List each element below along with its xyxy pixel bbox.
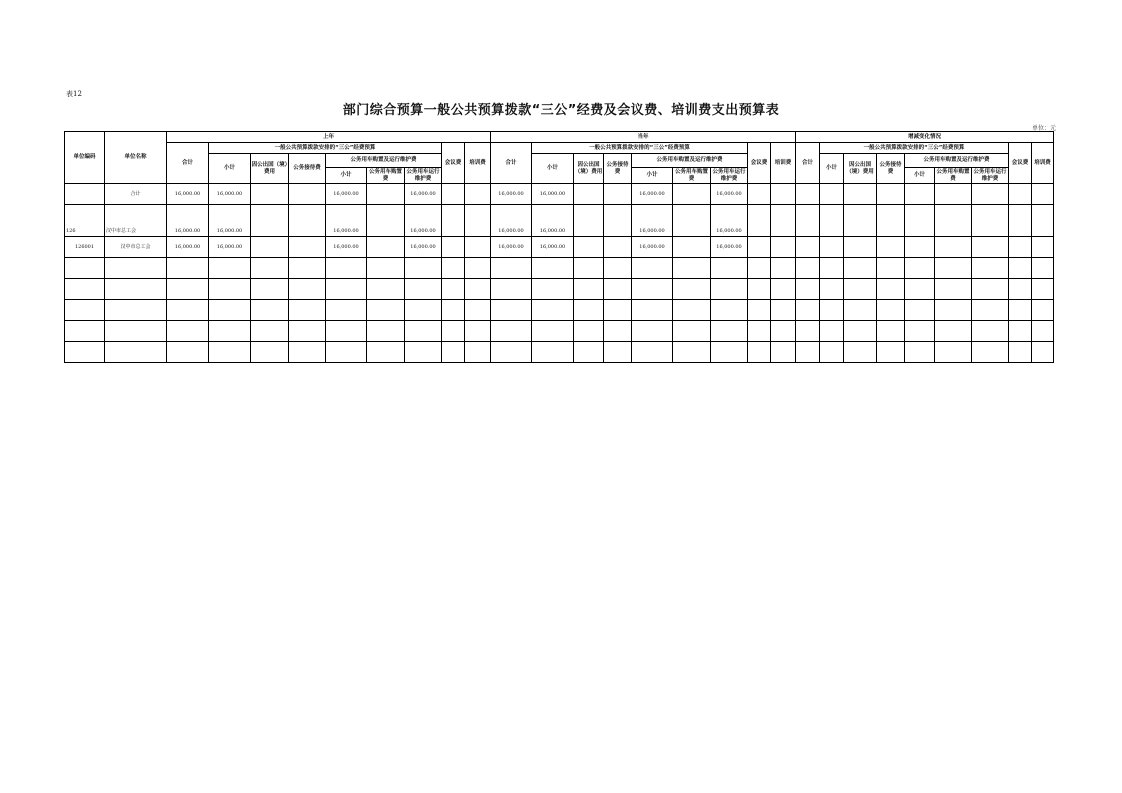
cell-empty	[367, 342, 405, 363]
cell-empty	[574, 258, 604, 279]
cell-prev-total: 16,000.00	[167, 184, 209, 205]
cell-empty	[796, 184, 820, 205]
cell-empty	[105, 279, 167, 300]
cell-empty	[972, 342, 1009, 363]
cell-empty	[1009, 184, 1032, 205]
cell-empty	[711, 300, 748, 321]
cell-empty	[748, 258, 771, 279]
cell-empty	[532, 342, 574, 363]
header-total: 合计	[167, 143, 209, 184]
cell-empty	[748, 321, 771, 342]
cell-unit-name: 汉中市总工会	[105, 237, 167, 258]
cell-empty	[905, 279, 935, 300]
cell-empty	[405, 321, 442, 342]
cell-empty	[209, 258, 251, 279]
cell-empty	[748, 237, 771, 258]
cell-empty	[905, 342, 935, 363]
cell-empty	[632, 300, 673, 321]
cell-empty	[905, 184, 935, 205]
cell-empty	[105, 300, 167, 321]
cell-empty	[574, 237, 604, 258]
empty-row	[65, 300, 1054, 321]
unit-label: 单位：元	[1031, 125, 1056, 132]
cell-empty	[972, 205, 1009, 237]
cell-empty	[65, 258, 105, 279]
header-vehicle-purchase: 公务用车购置费	[367, 168, 405, 184]
cell-empty	[877, 342, 905, 363]
header-meeting: 会议费	[748, 143, 771, 184]
cell-empty	[251, 279, 289, 300]
table-row	[65, 184, 1054, 205]
cell-empty	[367, 237, 405, 258]
cell-unit-name: 合计	[105, 184, 167, 205]
cell-empty	[844, 237, 877, 258]
cell-empty	[251, 184, 289, 205]
cell-empty	[574, 300, 604, 321]
header-vehicle-maint: 公务用车运行维护费	[712, 168, 746, 182]
cell-empty	[673, 279, 711, 300]
cell-empty	[796, 279, 820, 300]
cell-empty	[796, 321, 820, 342]
cell-cur-vehicle-maint: 16,000.00	[711, 237, 748, 258]
cell-empty	[532, 258, 574, 279]
cell-empty	[820, 279, 844, 300]
cell-empty	[442, 321, 465, 342]
cell-empty	[574, 321, 604, 342]
cell-empty	[877, 184, 905, 205]
cell-empty	[905, 258, 935, 279]
cell-empty	[604, 237, 632, 258]
cell-cur-total: 16,000.00	[491, 205, 532, 237]
cell-empty	[491, 300, 532, 321]
cell-empty	[673, 300, 711, 321]
cell-empty	[1009, 342, 1032, 363]
page-title: 部门综合预算一般公共预算拨款“三公”经费及会议费、培训费支出预算表	[342, 103, 780, 118]
cell-empty	[405, 342, 442, 363]
cell-empty	[1032, 258, 1054, 279]
cell-cur-subtotal: 16,000.00	[532, 184, 574, 205]
cell-empty	[877, 258, 905, 279]
cell-unit-code: 126001	[65, 237, 105, 258]
cell-empty	[1009, 237, 1032, 258]
cell-empty	[289, 300, 326, 321]
cell-empty	[711, 342, 748, 363]
cell-empty	[289, 258, 326, 279]
header-unit-code: 单位编码	[65, 132, 105, 184]
header-training: 培训费	[771, 143, 796, 184]
cell-cur-vehicle-maint: 16,000.00	[711, 205, 748, 237]
cell-empty	[251, 300, 289, 321]
header-vehicle: 公务用车购置及运行维护费	[905, 154, 1009, 168]
cell-empty	[905, 205, 935, 237]
cell-empty	[844, 321, 877, 342]
header-vehicle-maint: 公务用车运行维护费	[406, 168, 440, 182]
cell-empty	[632, 258, 673, 279]
cell-empty	[209, 300, 251, 321]
cell-prev-total: 16,000.00	[167, 205, 209, 237]
cell-empty	[289, 205, 326, 237]
empty-row	[65, 321, 1054, 342]
cell-empty	[491, 258, 532, 279]
cell-empty	[442, 184, 465, 205]
cell-empty	[442, 258, 465, 279]
cell-empty	[905, 237, 935, 258]
cell-empty	[574, 184, 604, 205]
header-unit-name: 单位名称	[105, 132, 167, 184]
cell-empty	[1032, 184, 1054, 205]
cell-empty	[771, 205, 796, 237]
cell-prev-subtotal: 16,000.00	[209, 184, 251, 205]
cell-empty	[1032, 300, 1054, 321]
header-vehicle-purchase: 公务用车购置费	[673, 168, 711, 184]
cell-empty	[465, 279, 491, 300]
cell-empty	[105, 321, 167, 342]
cell-empty	[771, 342, 796, 363]
cell-empty	[65, 300, 105, 321]
cell-empty	[796, 205, 820, 237]
cell-empty	[673, 205, 711, 237]
cell-empty	[532, 321, 574, 342]
header-reception: 公务接待费	[604, 154, 632, 184]
cell-empty	[465, 237, 491, 258]
cell-empty	[209, 279, 251, 300]
cell-empty	[65, 279, 105, 300]
cell-prev-total: 16,000.00	[167, 237, 209, 258]
cell-empty	[367, 205, 405, 237]
header-vehicle: 公务用车购置及运行维护费	[632, 154, 748, 168]
cell-empty	[442, 279, 465, 300]
cell-cur-subtotal: 16,000.00	[532, 205, 574, 237]
cell-empty	[574, 342, 604, 363]
cell-empty	[442, 300, 465, 321]
cell-empty	[167, 300, 209, 321]
cell-empty	[326, 300, 367, 321]
cell-empty	[604, 321, 632, 342]
cell-empty	[367, 184, 405, 205]
cell-empty	[251, 342, 289, 363]
cell-empty	[251, 237, 289, 258]
cell-prev-vehicle-subtotal: 16,000.00	[326, 205, 367, 237]
cell-prev-subtotal: 16,000.00	[209, 237, 251, 258]
cell-empty	[289, 342, 326, 363]
cell-empty	[289, 321, 326, 342]
cell-empty	[748, 300, 771, 321]
cell-empty	[935, 279, 972, 300]
cell-empty	[748, 184, 771, 205]
cell-empty	[1009, 205, 1032, 237]
cell-empty	[632, 279, 673, 300]
cell-empty	[367, 321, 405, 342]
cell-empty	[1032, 321, 1054, 342]
header-abroad: 因公出国（境）费用	[844, 154, 877, 184]
cell-prev-vehicle-maint: 16,000.00	[405, 237, 442, 258]
cell-empty	[65, 321, 105, 342]
cell-empty	[167, 342, 209, 363]
cell-empty	[604, 184, 632, 205]
cell-empty	[574, 279, 604, 300]
header-sangong: 一般公共预算拨款安排的“三公”经费预算	[209, 143, 442, 154]
cell-empty	[491, 342, 532, 363]
cell-empty	[935, 321, 972, 342]
header-subtotal: 小计	[209, 154, 251, 184]
cell-empty	[604, 300, 632, 321]
cell-empty	[877, 300, 905, 321]
cell-empty	[844, 279, 877, 300]
cell-empty	[167, 258, 209, 279]
cell-empty	[905, 300, 935, 321]
cell-cur-vehicle-subtotal: 16,000.00	[632, 237, 673, 258]
cell-empty	[1009, 258, 1032, 279]
empty-row	[65, 279, 1054, 300]
cell-empty	[326, 321, 367, 342]
cell-empty	[491, 279, 532, 300]
cell-empty	[771, 279, 796, 300]
cell-prev-vehicle-subtotal: 16,000.00	[326, 237, 367, 258]
header-row-2	[65, 143, 1054, 154]
cell-empty	[442, 237, 465, 258]
cell-empty	[465, 258, 491, 279]
cell-cur-vehicle-maint: 16,000.00	[711, 184, 748, 205]
cell-unit-name: 汉中市总工会	[105, 205, 167, 237]
cell-empty	[972, 237, 1009, 258]
cell-empty	[844, 258, 877, 279]
cell-empty	[251, 258, 289, 279]
cell-empty	[972, 300, 1009, 321]
cell-empty	[405, 300, 442, 321]
cell-empty	[326, 279, 367, 300]
empty-row	[65, 342, 1054, 363]
cell-empty	[465, 205, 491, 237]
header-abroad: 因公出国（境）费用	[251, 154, 289, 184]
cell-empty	[771, 237, 796, 258]
cell-empty	[935, 342, 972, 363]
table-row	[65, 237, 1054, 258]
cell-prev-vehicle-maint: 16,000.00	[405, 184, 442, 205]
cell-empty	[604, 342, 632, 363]
cell-empty	[673, 258, 711, 279]
header-sangong: 一般公共预算拨款安排的“三公”经费预算	[532, 143, 748, 154]
cell-cur-total: 16,000.00	[491, 184, 532, 205]
cell-empty	[367, 300, 405, 321]
cell-empty	[844, 342, 877, 363]
cell-empty	[1032, 279, 1054, 300]
cell-cur-subtotal: 16,000.00	[532, 237, 574, 258]
header-training: 培训费	[1032, 143, 1054, 184]
cell-empty	[209, 321, 251, 342]
header-sangong: 一般公共预算拨款安排的“三公”经费预算	[820, 143, 1009, 154]
header-prev-year: 上年	[167, 132, 491, 143]
cell-empty	[1009, 321, 1032, 342]
cell-empty	[465, 321, 491, 342]
cell-empty	[796, 237, 820, 258]
header-total: 合计	[491, 143, 532, 184]
cell-prev-subtotal: 16,000.00	[209, 205, 251, 237]
cell-cur-vehicle-subtotal: 16,000.00	[632, 205, 673, 237]
header-vehicle: 公务用车购置及运行维护费	[326, 154, 442, 168]
cell-empty	[820, 184, 844, 205]
cell-empty	[820, 258, 844, 279]
header-meeting: 会议费	[1009, 143, 1032, 184]
cell-unit-code: 126	[65, 205, 105, 237]
header-vehicle-subtotal: 小计	[632, 168, 673, 184]
header-meeting: 会议费	[442, 143, 465, 184]
cell-empty	[771, 321, 796, 342]
cell-empty	[673, 184, 711, 205]
cell-empty	[972, 321, 1009, 342]
cell-empty	[532, 279, 574, 300]
cell-empty	[972, 279, 1009, 300]
cell-empty	[289, 279, 326, 300]
cell-empty	[405, 258, 442, 279]
header-vehicle-purchase: 公务用车购置费	[936, 168, 970, 182]
cell-empty	[748, 279, 771, 300]
header-subtotal: 小计	[532, 154, 574, 184]
cell-empty	[972, 184, 1009, 205]
cell-prev-vehicle-maint: 16,000.00	[405, 205, 442, 237]
cell-empty	[442, 342, 465, 363]
cell-empty	[711, 279, 748, 300]
cell-empty	[65, 342, 105, 363]
cell-prev-vehicle-subtotal: 16,000.00	[326, 184, 367, 205]
cell-empty	[935, 205, 972, 237]
header-row-3	[65, 154, 1054, 168]
cell-empty	[367, 258, 405, 279]
cell-empty	[465, 300, 491, 321]
cell-empty	[877, 237, 905, 258]
header-vehicle-subtotal: 小计	[326, 168, 367, 184]
cell-empty	[935, 258, 972, 279]
cell-empty	[465, 184, 491, 205]
cell-empty	[796, 258, 820, 279]
cell-empty	[877, 321, 905, 342]
cell-empty	[167, 279, 209, 300]
cell-empty	[251, 205, 289, 237]
cell-empty	[711, 321, 748, 342]
cell-empty	[844, 300, 877, 321]
header-vehicle-maint: 公务用车运行维护费	[973, 168, 1007, 182]
cell-empty	[748, 342, 771, 363]
cell-empty	[632, 342, 673, 363]
header-row-1	[65, 132, 1054, 143]
cell-empty	[711, 258, 748, 279]
cell-cur-total: 16,000.00	[491, 237, 532, 258]
table-id: 表12	[66, 90, 82, 98]
header-change: 增减变化情况	[796, 132, 1054, 143]
table-row	[65, 205, 1054, 237]
cell-unit-code	[65, 184, 105, 205]
cell-empty	[326, 342, 367, 363]
cell-empty	[604, 279, 632, 300]
cell-empty	[209, 342, 251, 363]
cell-empty	[935, 237, 972, 258]
cell-empty	[465, 342, 491, 363]
cell-empty	[1032, 205, 1054, 237]
cell-empty	[673, 237, 711, 258]
budget-table	[64, 131, 1054, 363]
cell-empty	[1009, 300, 1032, 321]
cell-empty	[972, 258, 1009, 279]
empty-row	[65, 258, 1054, 279]
header-reception: 公务接待费	[289, 154, 326, 184]
cell-empty	[491, 321, 532, 342]
cell-empty	[367, 279, 405, 300]
cell-empty	[820, 237, 844, 258]
cell-cur-vehicle-subtotal: 16,000.00	[632, 184, 673, 205]
cell-empty	[771, 184, 796, 205]
header-abroad: 因公出国（境）费用	[574, 154, 604, 184]
cell-empty	[877, 279, 905, 300]
cell-empty	[748, 205, 771, 237]
cell-empty	[289, 237, 326, 258]
cell-empty	[935, 300, 972, 321]
cell-empty	[1009, 279, 1032, 300]
cell-empty	[820, 321, 844, 342]
cell-empty	[167, 321, 209, 342]
cell-empty	[796, 342, 820, 363]
cell-empty	[632, 321, 673, 342]
cell-empty	[844, 184, 877, 205]
header-reception: 公务接待费	[877, 154, 905, 184]
cell-empty	[105, 258, 167, 279]
cell-empty	[935, 184, 972, 205]
cell-empty	[405, 279, 442, 300]
cell-empty	[251, 321, 289, 342]
cell-empty	[673, 342, 711, 363]
cell-empty	[771, 258, 796, 279]
cell-empty	[604, 258, 632, 279]
cell-empty	[1032, 342, 1054, 363]
cell-empty	[844, 205, 877, 237]
header-subtotal: 小计	[820, 154, 844, 184]
header-vehicle-subtotal: 小计	[905, 168, 935, 184]
cell-empty	[532, 300, 574, 321]
cell-empty	[604, 205, 632, 237]
cell-empty	[673, 321, 711, 342]
header-training: 培训费	[465, 143, 491, 184]
cell-empty	[105, 342, 167, 363]
cell-empty	[820, 342, 844, 363]
cell-empty	[905, 321, 935, 342]
cell-empty	[820, 300, 844, 321]
cell-empty	[442, 205, 465, 237]
header-total: 合计	[796, 143, 820, 184]
cell-empty	[326, 258, 367, 279]
cell-empty	[574, 205, 604, 237]
cell-empty	[796, 300, 820, 321]
cell-empty	[877, 205, 905, 237]
cell-empty	[771, 300, 796, 321]
cell-empty	[820, 205, 844, 237]
cell-empty	[1032, 237, 1054, 258]
cell-empty	[289, 184, 326, 205]
header-cur-year: 当年	[491, 132, 796, 143]
